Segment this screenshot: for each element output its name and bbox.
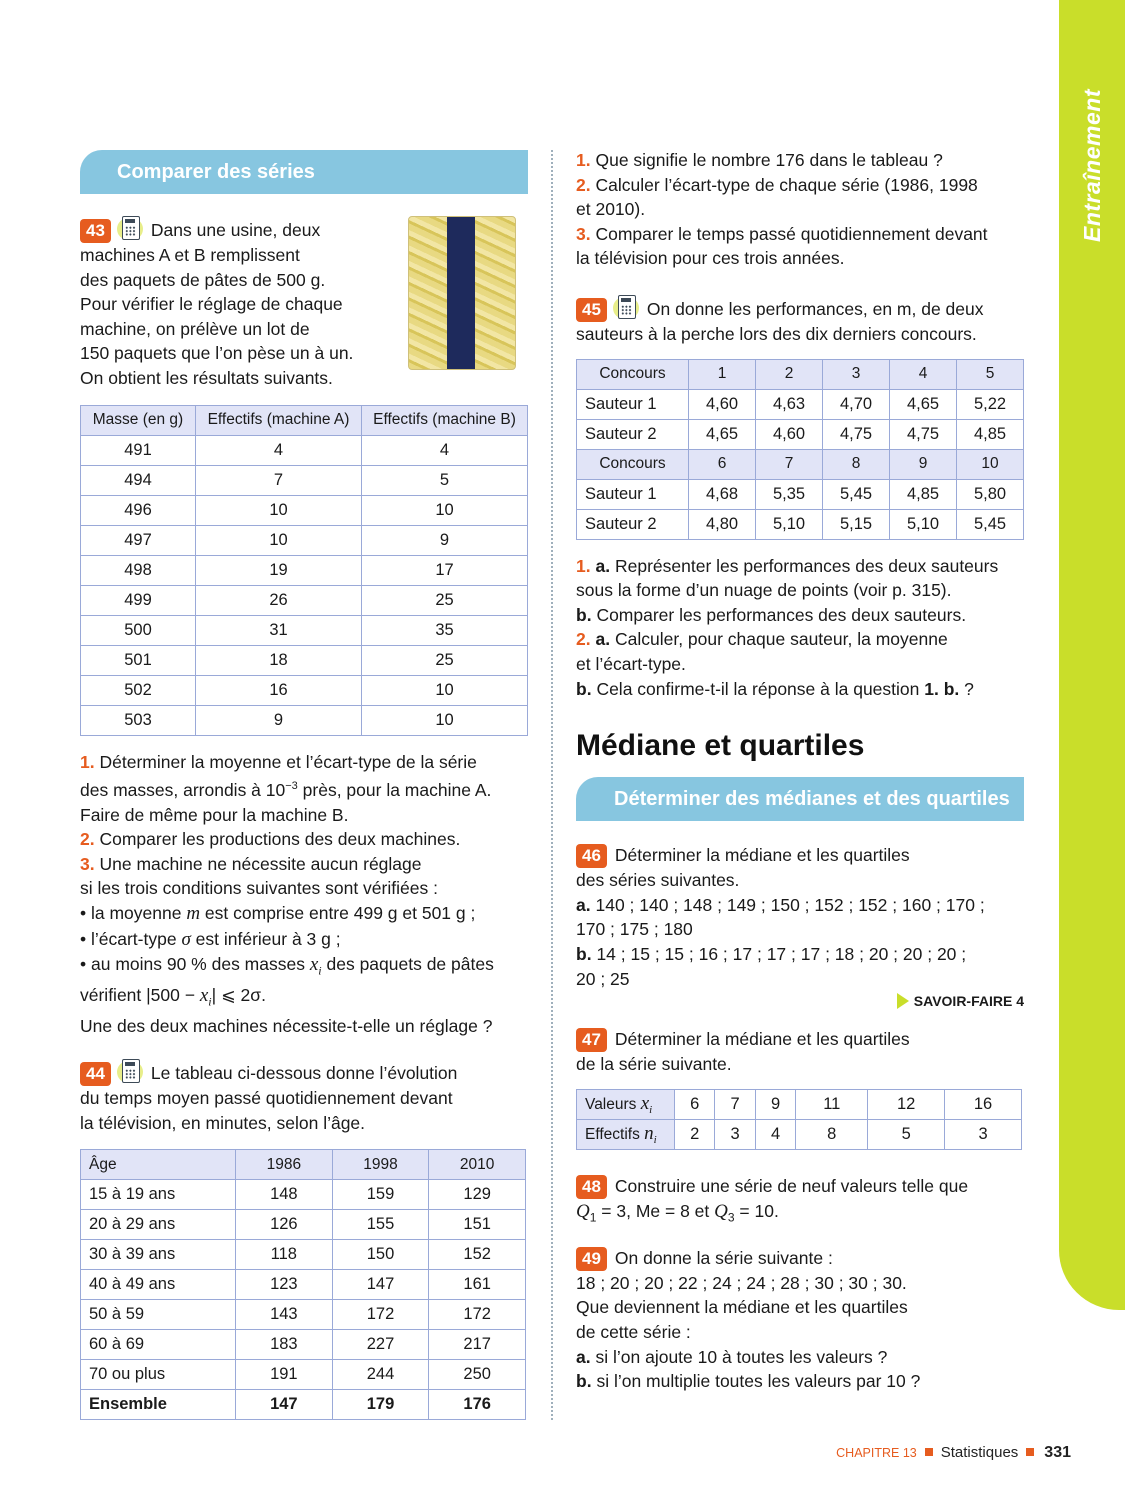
exponent: −3 <box>285 780 298 793</box>
sub-label: a. <box>595 629 611 650</box>
table-cell: 5,35 <box>756 479 823 509</box>
table-cell: 16 <box>945 1089 1022 1119</box>
mass-table <box>80 405 528 736</box>
math-sub: 3 <box>727 1210 735 1225</box>
intro-line: Dans une usine, deux <box>150 220 321 240</box>
table-header: 5 <box>957 359 1024 389</box>
values-table <box>576 1089 1022 1150</box>
table-cell: 498 <box>81 555 196 585</box>
intro-line: Déterminer la médiane et les quartiles <box>614 1029 910 1050</box>
table-cell: 16 <box>196 675 362 705</box>
sub-label: a. <box>576 894 591 915</box>
exercise-43 <box>80 216 528 1039</box>
table-cell: 129 <box>429 1180 526 1210</box>
table-cell: 147 <box>332 1270 429 1300</box>
math-var: σ <box>181 928 191 950</box>
page-footer <box>836 1444 1071 1462</box>
question-text: Une des deux machines nécessite-t-elle un réglage ? <box>80 1016 493 1037</box>
table-cell: 8 <box>796 1119 868 1149</box>
table-cell: 35 <box>362 615 528 645</box>
math-sub: 1 <box>589 1210 597 1225</box>
table-cell: 17 <box>362 555 528 585</box>
table-header: Masse (en g) <box>81 405 196 435</box>
table-cell: 25 <box>362 585 528 615</box>
intro-line: Le tableau ci-dessous donne l’évolution <box>150 1062 458 1083</box>
table-cell: 147 <box>236 1390 333 1420</box>
table-cell: 161 <box>429 1270 526 1300</box>
exercise-number: 49 <box>576 1247 607 1271</box>
table-cell: 4,63 <box>756 389 823 419</box>
question-text: Calculer, pour chaque sauteur, la moyenne <box>614 629 948 650</box>
arrow-icon <box>897 993 909 1009</box>
intro-line: du temps moyen passé quotidiennement devant <box>80 1087 453 1108</box>
row-label <box>577 1089 675 1119</box>
intro-line: 150 paquets que l’on pèse un à un. <box>80 343 354 364</box>
question-text: Calculer l’écart-type de chaque série (1986, 1998 <box>595 174 978 195</box>
table-row <box>81 495 528 525</box>
question-text: Faire de même pour la machine B. <box>80 804 349 825</box>
exercise-number: 45 <box>576 298 607 322</box>
intro-line: Déterminer la médiane et les quartiles <box>614 845 910 866</box>
sub-label: a. <box>576 1346 591 1367</box>
table-cell: 40 à 49 ans <box>81 1270 236 1300</box>
exercise-44 <box>80 1059 528 1420</box>
table-cell: 5,22 <box>957 389 1024 419</box>
table-cell: 217 <box>429 1330 526 1360</box>
mass-table-body <box>81 435 528 735</box>
table-cell: 26 <box>196 585 362 615</box>
question-text: Comparer les performances des deux sauteurs. <box>596 604 967 625</box>
right-column <box>576 148 1024 1394</box>
table-cell: Sauteur 1 <box>577 479 689 509</box>
table-cell: 494 <box>81 465 196 495</box>
table-row <box>577 389 1024 419</box>
table-cell: 9 <box>196 705 362 735</box>
table-cell: 151 <box>429 1210 526 1240</box>
table-cell: 5 <box>362 465 528 495</box>
question-text: Une machine ne nécessite aucun réglage <box>99 853 422 874</box>
intro-line: Construire une série de neuf valeurs telle que <box>614 1175 969 1196</box>
series-text: 140 ; 140 ; 148 ; 149 ; 150 ; 152 ; 152 ; 160 ; 170 ; <box>595 894 985 915</box>
table-cell: 15 à 19 ans <box>81 1180 236 1210</box>
intro-line: la télévision, en minutes, selon l’âge. <box>80 1112 366 1133</box>
table-row <box>81 1180 526 1210</box>
exercise-45 <box>576 295 1024 701</box>
exercise-48 <box>576 1174 1024 1230</box>
savoir-faire-link[interactable] <box>576 993 1024 1009</box>
table-cell: 152 <box>429 1240 526 1270</box>
math-var: x <box>309 954 319 976</box>
table-cell: 4 <box>196 435 362 465</box>
exercise-number: 43 <box>80 219 111 243</box>
question-text: ? <box>959 678 974 699</box>
table-cell: 4,85 <box>957 419 1024 449</box>
question-number: 2. <box>576 174 591 195</box>
table-row <box>81 1210 526 1240</box>
intro-line: = 3, Me = 8 et <box>596 1200 715 1221</box>
pasta-package-image <box>408 216 516 370</box>
table-header: Effectifs (machine A) <box>196 405 362 435</box>
intro-line: On obtient les résultats suivants. <box>80 367 333 388</box>
table-header: 7 <box>756 449 823 479</box>
math-var: m <box>186 902 201 924</box>
intro-line: Que deviennent la médiane et les quartiles <box>576 1297 908 1318</box>
question-text: Que signifie le nombre 176 dans le tableau ? <box>595 150 943 170</box>
table-header: 8 <box>823 449 890 479</box>
table-row <box>81 1360 526 1390</box>
table-cell: 18 <box>196 645 362 675</box>
row-label <box>577 1119 675 1149</box>
intro-line: des séries suivantes. <box>576 870 740 891</box>
table-cell: 244 <box>332 1360 429 1390</box>
question-text: si l’on multiplie toutes les valeurs par 10 ? <box>596 1371 921 1392</box>
table-cell: 148 <box>236 1180 333 1210</box>
table-header: Âge <box>81 1150 236 1180</box>
tv-table-body <box>81 1180 526 1390</box>
table-cell: 5,15 <box>823 509 890 539</box>
table-header: 1998 <box>332 1150 429 1180</box>
question-text: et l’écart-type. <box>576 653 686 674</box>
section-banner-medianes: Déterminer des médianes et des quartiles <box>576 777 1024 821</box>
table-cell: Sauteur 1 <box>577 389 689 419</box>
table-cell: 4,65 <box>890 389 957 419</box>
series-text: 20 ; 25 <box>576 968 630 989</box>
row-label-text: Effectifs <box>585 1125 645 1143</box>
table-cell: 176 <box>429 1390 526 1420</box>
intro-line: Pour vérifier le réglage de chaque <box>80 294 343 315</box>
page-number: 331 <box>1044 1444 1071 1461</box>
intro-line: On donne la série suivante : <box>614 1247 833 1268</box>
left-column <box>80 150 528 1420</box>
table-cell: 172 <box>429 1300 526 1330</box>
exercise-44-questions <box>576 148 1024 271</box>
bullet-text: • l’écart-type <box>80 928 182 949</box>
table-cell: Ensemble <box>81 1390 236 1420</box>
table-cell: 4,80 <box>689 509 756 539</box>
square-icon <box>925 1448 933 1456</box>
intro-line: sauteurs à la perche lors des dix derniers concours. <box>576 323 977 344</box>
sub-label: b. <box>576 678 592 699</box>
formula: |500 − <box>146 985 200 1006</box>
math-sub: i <box>653 1133 657 1146</box>
table-row <box>577 479 1024 509</box>
calculator-icon <box>119 1059 141 1083</box>
intro-line: des paquets de pâtes de 500 g. <box>80 269 326 290</box>
table-cell: 70 ou plus <box>81 1360 236 1390</box>
table-cell: 191 <box>236 1360 333 1390</box>
exercise-number: 47 <box>576 1028 607 1052</box>
table-cell: 4,75 <box>823 419 890 449</box>
formula: | ⩽ 2σ. <box>211 985 266 1006</box>
table-row <box>81 525 528 555</box>
table-cell: 250 <box>429 1360 526 1390</box>
table-cell: 123 <box>236 1270 333 1300</box>
table-cell: 503 <box>81 705 196 735</box>
section-title: Médiane et quartiles <box>576 729 865 763</box>
table-header: 1 <box>689 359 756 389</box>
table-header: 4 <box>890 359 957 389</box>
table-cell: 4,85 <box>890 479 957 509</box>
performance-rows-1 <box>577 389 1024 449</box>
performance-table <box>576 359 1024 540</box>
intro-line: On donne les performances, en m, de deux <box>646 298 984 319</box>
table-cell: 20 à 29 ans <box>81 1210 236 1240</box>
sub-label: b. <box>576 1371 592 1392</box>
table-cell: 126 <box>236 1210 333 1240</box>
question-number: 3. <box>576 223 591 244</box>
question-text: des masses, arrondis à 10 <box>80 779 286 800</box>
table-cell: 7 <box>715 1089 755 1119</box>
question-text: Comparer les productions des deux machines. <box>99 829 461 850</box>
table-cell: 502 <box>81 675 196 705</box>
table-row <box>81 675 528 705</box>
table-cell: 179 <box>332 1390 429 1420</box>
table-cell: 4,60 <box>689 389 756 419</box>
table-row <box>81 615 528 645</box>
table-cell: Sauteur 2 <box>577 509 689 539</box>
table-row <box>81 555 528 585</box>
bullet-text: vérifient <box>80 985 147 1006</box>
math-var: x <box>640 1092 650 1114</box>
table-cell: 5,45 <box>957 509 1024 539</box>
table-cell: 497 <box>81 525 196 555</box>
bullet-text: • la moyenne <box>80 902 187 923</box>
question-text: la télévision pour ces trois années. <box>576 248 845 269</box>
intro-line: de la série suivante. <box>576 1054 732 1075</box>
series-text: 18 ; 20 ; 20 ; 22 ; 24 ; 24 ; 28 ; 30 ; 30 ; 30. <box>576 1272 907 1293</box>
chapter-label: CHAPITRE 13 <box>836 1446 917 1460</box>
table-cell: 499 <box>81 585 196 615</box>
table-cell: 10 <box>362 675 528 705</box>
sub-label: a. <box>595 555 611 576</box>
table-cell: 3 <box>945 1119 1022 1149</box>
math-sub: i <box>649 1103 653 1116</box>
table-header: 10 <box>957 449 1024 479</box>
table-cell: 5,10 <box>756 509 823 539</box>
table-cell: 31 <box>196 615 362 645</box>
series-text: 170 ; 175 ; 180 <box>576 919 693 940</box>
math-var: Q <box>576 1200 590 1222</box>
section-banner-comparer: Comparer des séries <box>80 150 528 194</box>
table-cell: Sauteur 2 <box>577 419 689 449</box>
tv-table <box>80 1149 526 1420</box>
savoir-faire-label: SAVOIR-FAIRE 4 <box>913 993 1024 1010</box>
table-cell: 4,65 <box>689 419 756 449</box>
table-row <box>81 435 528 465</box>
question-number: 1. <box>576 555 591 576</box>
table-row <box>81 585 528 615</box>
table-cell: 496 <box>81 495 196 525</box>
table-header: 2010 <box>429 1150 526 1180</box>
exercise-47 <box>576 1027 1024 1150</box>
table-cell: 10 <box>362 495 528 525</box>
bullet-text: • au moins 90 % des masses <box>80 954 310 975</box>
math-var: Q <box>714 1200 728 1222</box>
table-cell: 6 <box>675 1089 715 1119</box>
table-cell: 5,10 <box>890 509 957 539</box>
bullet-text: est inférieur à 3 g ; <box>190 928 341 949</box>
column-divider <box>551 150 553 1420</box>
table-header: Concours <box>577 449 689 479</box>
table-row <box>81 1240 526 1270</box>
table-cell: 10 <box>196 495 362 525</box>
table-cell: 5,80 <box>957 479 1024 509</box>
table-cell: 7 <box>196 465 362 495</box>
table-row <box>81 1330 526 1360</box>
table-cell: 9 <box>362 525 528 555</box>
calculator-icon <box>615 295 637 319</box>
table-cell: 183 <box>236 1330 333 1360</box>
table-cell: 159 <box>332 1180 429 1210</box>
table-cell: 25 <box>362 645 528 675</box>
table-cell: 155 <box>332 1210 429 1240</box>
row-label-text: Valeurs <box>585 1095 641 1113</box>
question-text: si les trois conditions suivantes sont vérifiées : <box>80 878 438 899</box>
side-tab <box>1059 0 1125 1310</box>
exercise-46 <box>576 843 1024 1009</box>
table-cell: 4 <box>755 1119 795 1149</box>
math-sub: i <box>208 994 212 1009</box>
table-cell: 143 <box>236 1300 333 1330</box>
table-cell: 227 <box>332 1330 429 1360</box>
question-text: et 2010). <box>576 199 646 220</box>
table-header: 1986 <box>236 1150 333 1180</box>
table-cell: 4,60 <box>756 419 823 449</box>
table-cell: 5 <box>868 1119 945 1149</box>
intro-line: de cette série : <box>576 1321 691 1342</box>
table-cell: 4,70 <box>823 389 890 419</box>
table-row <box>81 645 528 675</box>
table-header: Concours <box>577 359 689 389</box>
table-row <box>81 1270 526 1300</box>
question-text: près, pour la machine A. <box>297 779 492 800</box>
table-row <box>577 509 1024 539</box>
exercise-number: 44 <box>80 1062 111 1086</box>
table-header: 9 <box>890 449 957 479</box>
table-row <box>577 419 1024 449</box>
table-cell: 2 <box>675 1119 715 1149</box>
table-cell: 30 à 39 ans <box>81 1240 236 1270</box>
sub-label: b. <box>576 604 592 625</box>
topic-label: Statistiques <box>940 1444 1019 1461</box>
performance-rows-2 <box>577 479 1024 539</box>
table-header: 6 <box>689 449 756 479</box>
table-cell: 5,45 <box>823 479 890 509</box>
table-cell: 4,68 <box>689 479 756 509</box>
exercise-number: 46 <box>576 844 607 868</box>
table-cell: 11 <box>796 1089 868 1119</box>
table-header: 2 <box>756 359 823 389</box>
table-cell: 3 <box>715 1119 755 1149</box>
table-header: Effectifs (machine B) <box>362 405 528 435</box>
table-row <box>81 465 528 495</box>
math-var: x <box>199 985 209 1007</box>
table-cell: 4 <box>362 435 528 465</box>
side-tab-label: Entraînement <box>1079 89 1105 242</box>
question-number: 1. <box>80 751 95 772</box>
question-number: 1. <box>576 150 591 170</box>
math-sub: i <box>318 963 322 978</box>
question-text: Comparer le temps passé quotidiennement devant <box>595 223 988 244</box>
table-cell: 10 <box>362 705 528 735</box>
table-cell: 10 <box>196 525 362 555</box>
bullet-text: des paquets de pâtes <box>321 954 494 975</box>
question-text: Cela confirme-t-il la réponse à la question <box>596 678 925 699</box>
math-var: n <box>644 1122 654 1144</box>
intro-line: machines A et B remplissent <box>80 245 300 265</box>
question-text: Déterminer la moyenne et l’écart-type de la série <box>99 751 477 772</box>
square-icon <box>1026 1448 1034 1456</box>
table-cell: 118 <box>236 1240 333 1270</box>
table-cell: 19 <box>196 555 362 585</box>
bullet-text: est comprise entre 499 g et 501 g ; <box>200 902 476 923</box>
table-row-total <box>81 1390 526 1420</box>
table-cell: 50 à 59 <box>81 1300 236 1330</box>
sub-label: b. <box>576 943 592 964</box>
question-number: 2. <box>80 829 95 850</box>
calculator-icon <box>119 216 141 240</box>
question-text: si l’on ajoute 10 à toutes les valeurs ? <box>595 1346 888 1367</box>
question-text: sous la forme d’un nuage de points (voir p. 315). <box>576 580 952 601</box>
intro-line: machine, on prélève un lot de <box>80 318 310 339</box>
exercise-number: 48 <box>576 1175 607 1199</box>
table-cell: 60 à 69 <box>81 1330 236 1360</box>
question-number: 3. <box>80 853 95 874</box>
table-row <box>81 705 528 735</box>
question-text: Représenter les performances des deux sauteurs <box>614 555 999 576</box>
table-cell: 172 <box>332 1300 429 1330</box>
table-cell: 4,75 <box>890 419 957 449</box>
exercise-49 <box>576 1246 1024 1394</box>
table-cell: 150 <box>332 1240 429 1270</box>
series-text: 14 ; 15 ; 15 ; 16 ; 17 ; 17 ; 17 ; 18 ; 20 ; 20 ; 20 ; <box>596 943 967 964</box>
table-cell: 501 <box>81 645 196 675</box>
table-row <box>81 1300 526 1330</box>
intro-line: = 10. <box>734 1200 779 1221</box>
table-cell: 9 <box>755 1089 795 1119</box>
question-number: 2. <box>576 629 591 650</box>
table-cell: 491 <box>81 435 196 465</box>
table-cell: 12 <box>868 1089 945 1119</box>
question-ref: 1. b. <box>924 678 960 699</box>
table-cell: 500 <box>81 615 196 645</box>
table-header: 3 <box>823 359 890 389</box>
